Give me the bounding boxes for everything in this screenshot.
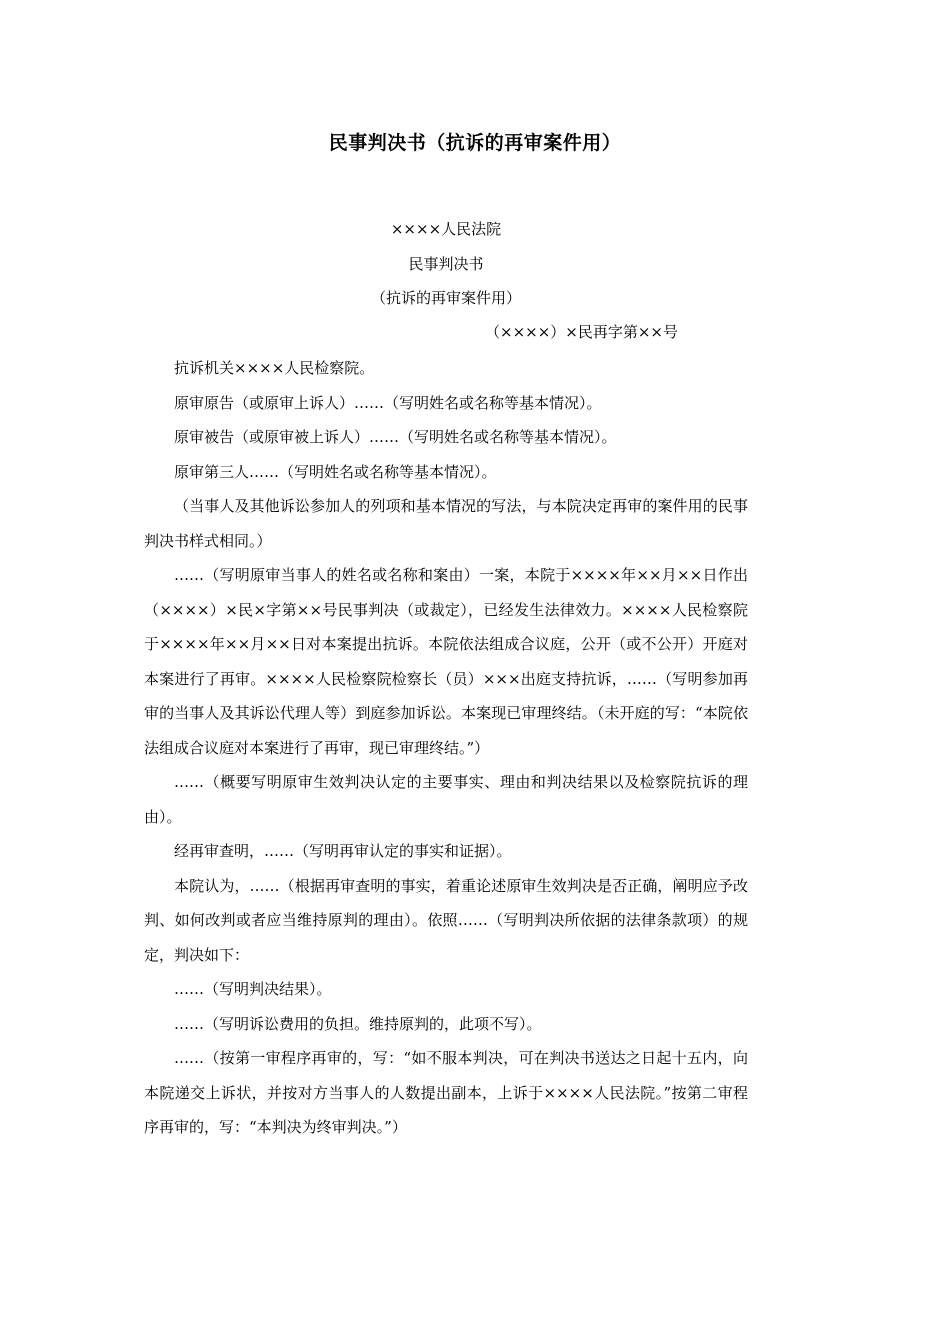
paragraph-appeal-rights: ……（按第一审程序再审的，写：“如不服本判决，可在判决书送达之日起十五内，向本院递交上诉状，并按对方当事人的人数提出副本，上诉于××××人民法院。”按第二审程序再审的，写：“本判决为终审判决。”） (144, 1049, 748, 1136)
paragraph-retrial-findings: 经再审查明，……（写明再审认定的事实和证据）。 (174, 842, 512, 860)
document-subtype: （抗诉的再审案件用） (370, 289, 521, 307)
paragraph-third-party: 原审第三人……（写明姓名或名称等基本情况）。 (174, 462, 497, 481)
paragraph-original-defendant: 原审被告（或原审被上诉人）……（写明姓名或名称等基本情况）。 (174, 428, 617, 446)
document-body (144, 351, 748, 1145)
paragraph-litigation-costs: ……（写明诉讼费用的负担。维持原判的，此项不写）。 (174, 1014, 542, 1033)
paragraph-court-opinion: 本院认为，……（根据再审查明的事实，着重论述原审生效判决是否正确，阐明应予改判、如何改判或者应当维持原判的理由）。依照……（写明判决所依据的法律条款项）的规定，判决如下： (144, 876, 748, 964)
paragraph-original-plaintiff: 原审原告（或原审上诉人）……（写明姓名或名称等基本情况）。 (174, 393, 602, 412)
document-type: 民事判决书 (408, 255, 484, 273)
paragraph-case-history: ……（写明原审当事人的姓名或名称和案由）一案，本院于××××年××月××日作出（××××）×民×字第××号民事判决（或裁定），已经发生法律效力。××××人民检察院于××××年××月××日对本案提出抗诉。本院依法组成合议庭，公开（或不公开）开庭对本案进行了再审。××××人民检察院检察长（员）×××出庭支持抗诉，……（写明参加再审的当事人及其诉讼代理人等）到庭参加诉讼。本案现已审理终结。（未开庭的写：“本院依法组成合议庭对本案进行了再审，现已审理终结。”） (144, 566, 748, 757)
paragraph-party-note: （当事人及其他诉讼参加人的列项和基本情况的写法，与本院决定再审的案件用的民事判决书样式相同。） (144, 497, 748, 550)
court-name: ××××人民法院 (390, 220, 502, 238)
case-number: （××××）×民再字第××号 (485, 323, 678, 341)
paragraph-original-judgment-summary: ……（概要写明原审生效判决认定的主要事实、理由和判决结果以及检察院抗诉的理由）。 (144, 773, 748, 826)
document-title: 民事判决书（抗诉的再审案件用） (328, 132, 622, 154)
paragraph-protest-organ: 抗诉机关××××人民检察院。 (174, 359, 375, 377)
paragraph-judgment-result: ……（写明判决结果）。 (174, 980, 332, 998)
